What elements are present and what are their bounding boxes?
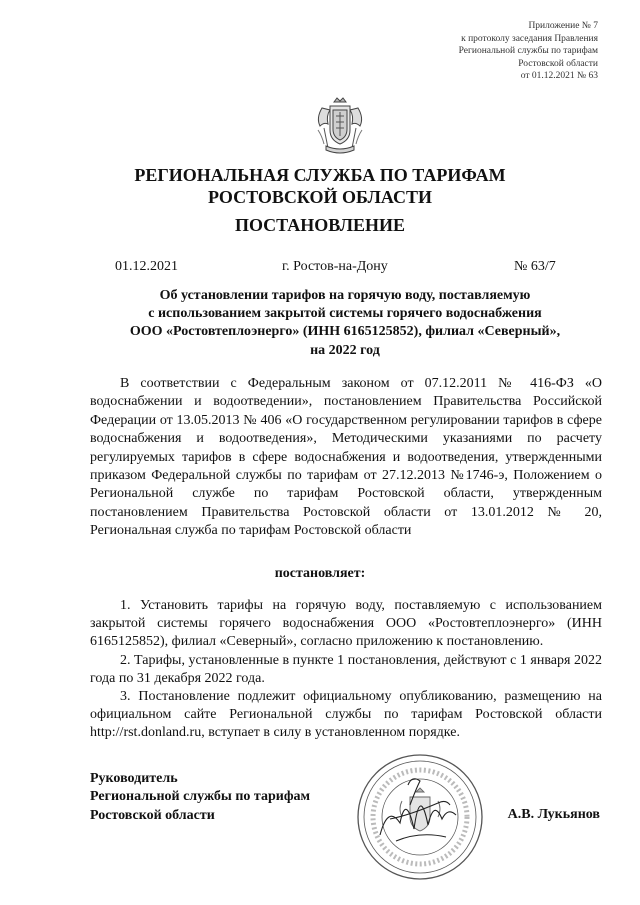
annex-line-3: Региональной службы по тарифам — [458, 46, 598, 57]
document-type: ПОСТАНОВЛЕНИЕ — [234, 215, 406, 235]
annex-line-5: от 01.12.2021 № 63 — [520, 71, 598, 82]
signatory-name: А.В. Лукьянов — [507, 807, 600, 822]
document-subject — [110, 287, 580, 360]
annex-line-4: Ростовской области — [518, 58, 598, 69]
annex-line-2: к протоколу заседания Правления — [461, 33, 598, 44]
coat-of-arms-icon — [314, 96, 366, 154]
annex-header — [358, 20, 598, 83]
subject-line-4: на 2022 год — [310, 342, 380, 358]
decree-point-1: 1. Установить тарифы на горячую воду, поставляемую с использованием закрытой системы горячего водоснабжения ООО «Ростовтеплоэнерго» (ИНН 6165125852), филиал «Северный», согласно приложению к постановлению. — [90, 598, 602, 650]
annex-line-1: Приложение № 7 — [528, 21, 598, 31]
subject-line-2: с использованием закрытой системы горячего водоснабжения — [148, 306, 542, 322]
decree-points — [90, 597, 602, 743]
signatory-line-2: Региональной службы по тарифам — [90, 789, 311, 805]
subject-line-1: Об установлении тарифов на горячую воду, поставляемую — [159, 288, 531, 303]
document-number: № 63/7 — [514, 259, 556, 274]
decree-word: постановляет: — [274, 566, 366, 581]
document-place: г. Ростов-на-Дону — [282, 259, 388, 274]
organization-name-line-2: РОСТОВСКОЙ ОБЛАСТИ — [208, 187, 432, 207]
document-date: 01.12.2021 — [115, 259, 178, 274]
subject-line-3: ООО «Ростовтеплоэнерго» (ИНН 6165125852), филиал «Северный», — [129, 324, 561, 340]
preamble-paragraph: В соответствии с Федеральным законом от 07.12.2011 № 416-ФЗ «О водоснабжении и водоотведении», постановлением Правительства Российской Федерации от 13.05.2013 № 406 «О государственном регулировании тарифов в сфере водоснабжения и водоотведения», Методическими указаниями по расчету регулируемых тарифов в сфере водоснабжения и водоотведения, утвержденными приказом Федеральной службы по тарифам от 27.12.2013 №1746-э, Положением о Региональной службе по тарифам Ростовской области, утвержденным постановлением Правительства Ростовской области от 13.01.2012 № 20, Региональная служба по тарифам Ростовской области — [90, 376, 602, 539]
signatory-line-3: Ростовской области — [90, 807, 215, 823]
decree-point-2: 2. Тарифы, установленные в пункте 1 постановления, действуют с 1 января 2022 года по 31 декабря 2022 года. — [90, 652, 602, 686]
official-seal-icon — [350, 745, 490, 885]
organization-name-line-1: РЕГИОНАЛЬНАЯ СЛУЖБА ПО ТАРИФАМ — [134, 165, 506, 185]
signatory-title — [90, 770, 310, 825]
decree-point-3: 3. Постановление подлежит официальному опубликованию, размещению на официальном сайте Региональной службы по тарифам Ростовской области http://rst.donland.ru, вступает в силу в установленном порядке. — [90, 689, 602, 741]
signatory-line-1: Руководитель — [90, 771, 178, 786]
